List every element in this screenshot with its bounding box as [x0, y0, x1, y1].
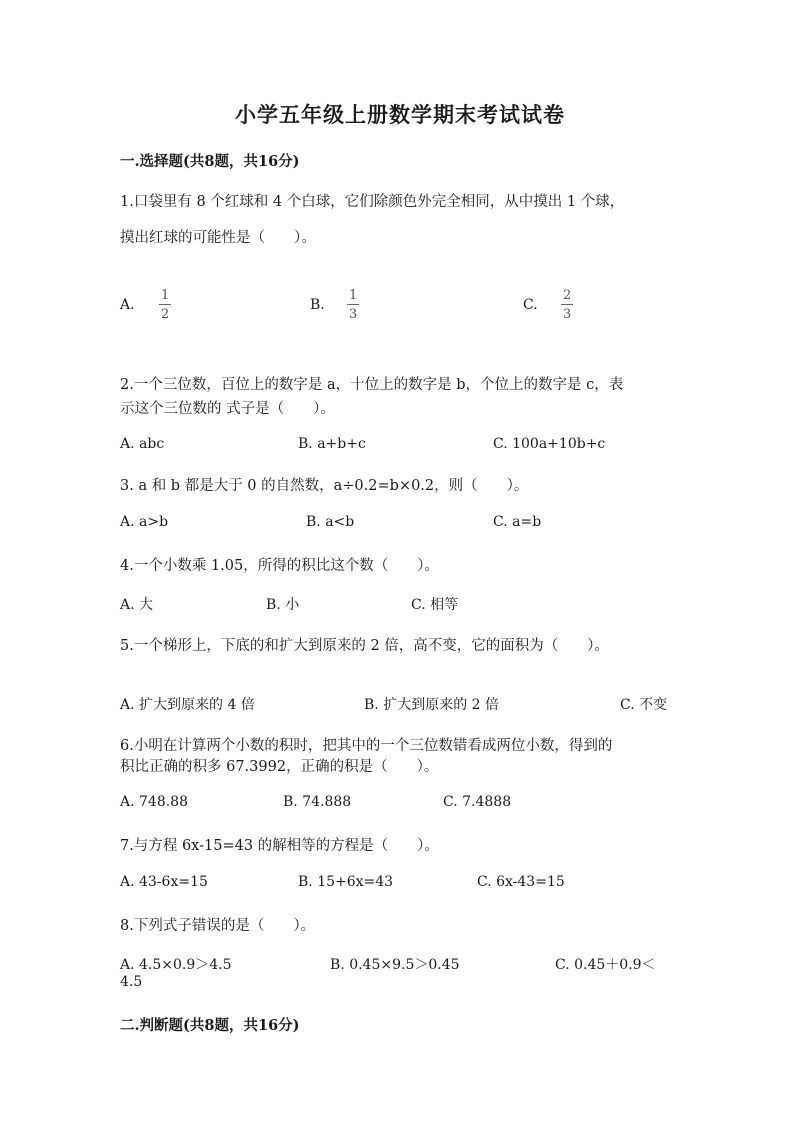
question-7-text: 7.与方程 6x-15=43 的解相等的方程是（ ）。: [120, 838, 439, 854]
q1-option-c-label: C.: [523, 297, 538, 313]
question-1-text-cont: 摸出红球的可能性是（ ）。: [120, 230, 316, 246]
question-4-text: 4.一个小数乘 1.05，所得的积比这个数（ ）。: [120, 558, 439, 574]
q4-option-c: C. 相等: [411, 597, 459, 613]
q8-option-c: C. 0.45＋0.9＜: [555, 957, 656, 973]
q8-option-c-cont: 4.5: [120, 974, 143, 990]
q1-option-b-label: B.: [310, 297, 325, 313]
question-3-text: 3. a 和 b 都是大于 0 的自然数，a÷0.2=b×0.2，则（ ）。: [120, 478, 529, 494]
q6-option-c: C. 7.4888: [443, 794, 512, 810]
fraction-numerator: 1: [161, 288, 170, 303]
q2-option-c: C. 100a+10b+c: [493, 436, 606, 452]
q3-option-c: C. a=b: [493, 514, 542, 530]
q6-option-a: A. 748.88: [120, 794, 188, 810]
q1-option-a-label: A.: [120, 297, 135, 313]
q5-option-b: B. 扩大到原来的 2 倍: [364, 697, 499, 713]
fraction-numerator: 1: [349, 288, 358, 303]
q4-option-a: A. 大: [120, 597, 154, 613]
question-1-text: 1.口袋里有 8 个红球和 4 个白球，它们除颜色外完全相同，从中摸出 1 个球，: [120, 194, 625, 210]
fraction-denominator: 3: [349, 307, 358, 322]
question-6-text: 6.小明在计算两个小数的积时，把其中的一个三位数错看成两位小数，得到的: [120, 738, 613, 754]
q5-option-c: C. 不变: [620, 697, 668, 713]
q7-option-a: A. 43-6x=15: [120, 874, 208, 890]
fraction-denominator: 2: [161, 307, 170, 322]
fraction-numerator: 2: [563, 288, 572, 303]
fraction-denominator: 3: [563, 307, 572, 322]
q3-option-b: B. a<b: [306, 514, 355, 530]
question-2-text-cont: 示这个三位数的 式子是（ ）。: [120, 401, 335, 417]
section-heading-judgment: 二.判断题(共8题，共16分): [120, 1017, 300, 1034]
q1-option-a-fraction: [159, 289, 171, 321]
q8-option-b: B. 0.45×9.5＞0.45: [330, 957, 460, 973]
question-2-text: 2.一个三位数，百位上的数字是 a，十位上的数字是 b，个位上的数字是 c，表: [120, 377, 624, 393]
q4-option-b: B. 小: [266, 597, 300, 613]
q8-option-a: A. 4.5×0.9＞4.5: [120, 957, 232, 973]
q1-option-b-fraction: [347, 289, 359, 321]
page-title: 小学五年级上册数学期末考试试卷: [235, 102, 565, 127]
question-5-text: 5.一个梯形上，下底的和扩大到原来的 2 倍，高不变，它的面积为（ ）。: [120, 638, 610, 654]
section-heading-choice: 一.选择题(共8题，共16分): [120, 153, 300, 170]
question-8-text: 8.下列式子错误的是（ ）。: [120, 918, 316, 934]
question-6-text-cont: 积比正确的积多 67.3992，正确的积是（ ）。: [120, 759, 439, 775]
q2-option-a: A. abc: [120, 436, 165, 452]
q7-option-b: B. 15+6x=43: [298, 874, 394, 890]
q3-option-a: A. a>b: [120, 514, 169, 530]
q5-option-a: A. 扩大到原来的 4 倍: [120, 697, 255, 713]
q2-option-b: B. a+b+c: [298, 436, 366, 452]
q6-option-b: B. 74.888: [283, 794, 352, 810]
q7-option-c: C. 6x-43=15: [477, 874, 565, 890]
q1-option-c-fraction: [561, 289, 573, 321]
